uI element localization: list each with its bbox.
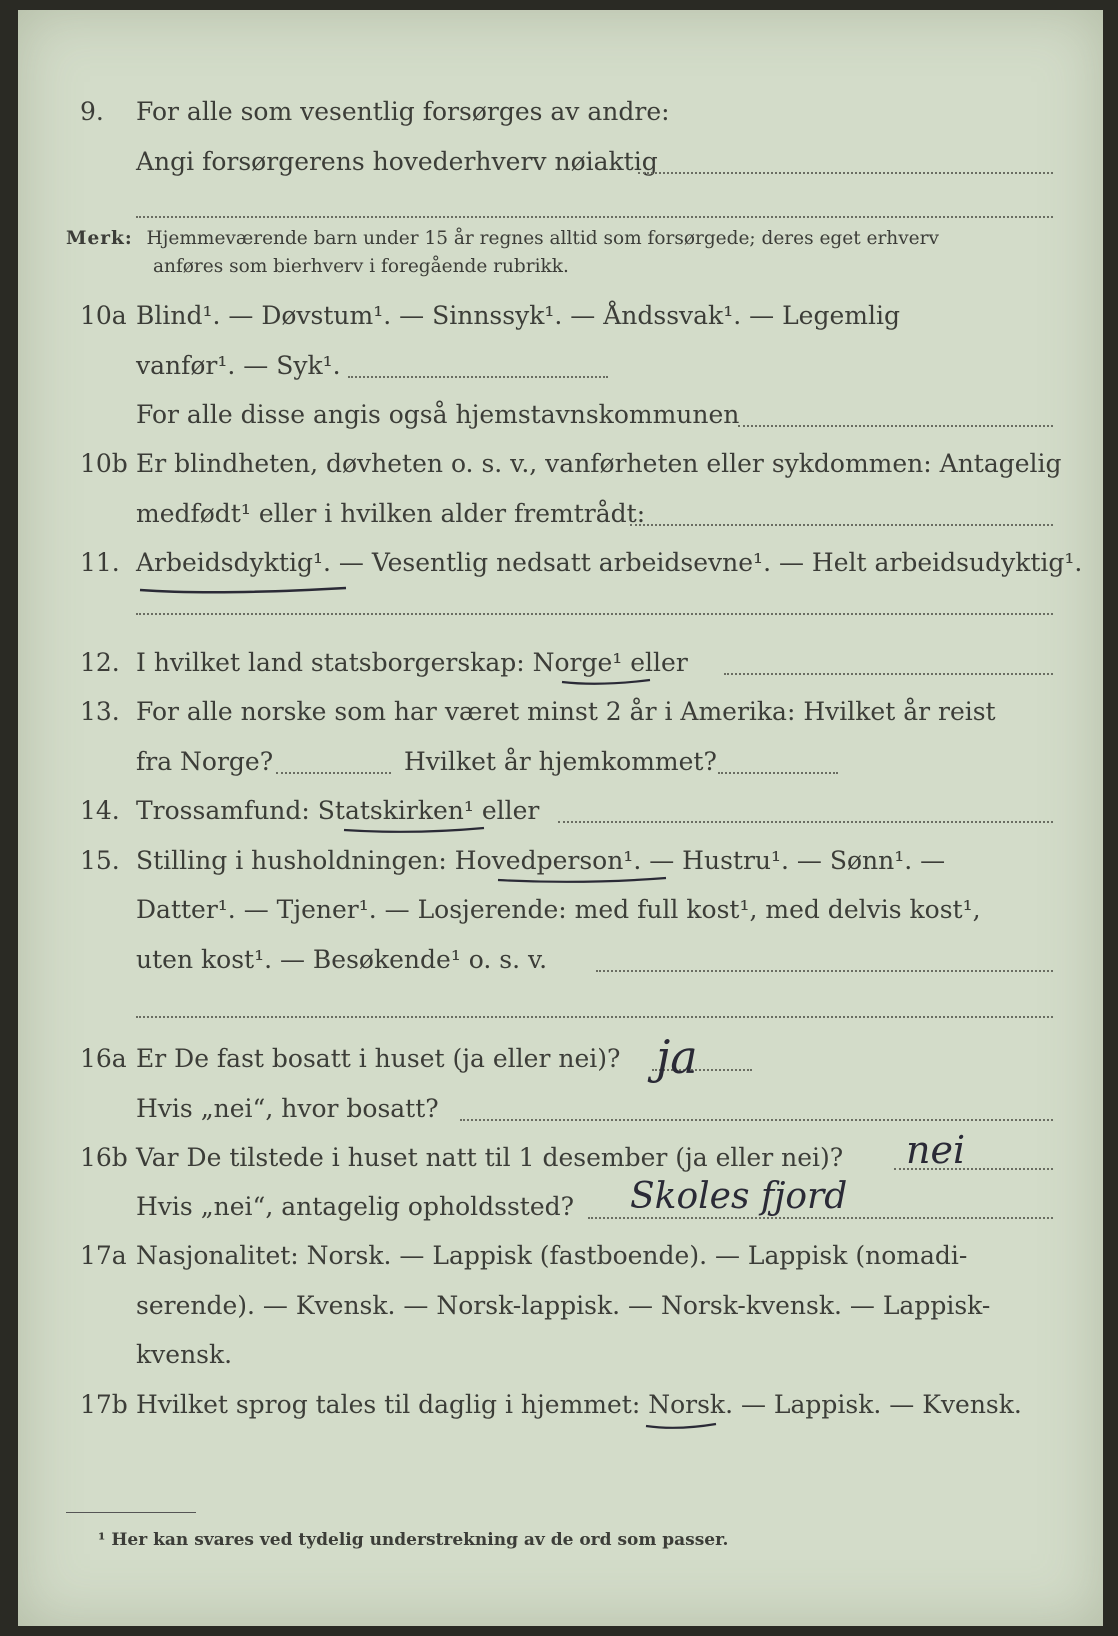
- q11-text: Arbeidsdyktig¹. — Vesentlig nedsatt arbeidsevne¹. — Helt arbeidsudyktig¹.: [136, 548, 1083, 577]
- q10b-number: 10b: [80, 449, 128, 478]
- q16a-number: 16a: [80, 1044, 127, 1073]
- merk-text-2: anføres som bierhverv i foregående rubrikk.: [153, 256, 569, 277]
- q16a-text-2: Hvis „nei“, hvor bosatt?: [136, 1094, 439, 1123]
- q12-text: I hvilket land statsborgerskap: Norge¹ eller: [136, 648, 688, 677]
- q13-number: 13.: [80, 697, 120, 726]
- q17b-number: 17b: [80, 1390, 128, 1419]
- q14-text: Trossamfund: Statskirken¹ eller: [136, 796, 540, 825]
- q14-ink-underline: [340, 822, 490, 838]
- q10a-line2: [18, 344, 1103, 388]
- q17a-text: Nasjonalitet: Norsk. — Lappisk (fastboende). — Lappisk (nomadi-: [136, 1241, 968, 1270]
- q17b-line1: [18, 1383, 1103, 1427]
- q10b-line2: [18, 492, 1103, 536]
- q13-year-left-line[interactable]: [276, 772, 391, 774]
- q16b-whereabouts-line[interactable]: [588, 1217, 1053, 1219]
- q16a-residence-line[interactable]: [460, 1119, 1053, 1121]
- q16a-text: Er De fast bosatt i huset (ja eller nei)?: [136, 1044, 621, 1073]
- q10b-text-2: medfødt¹ eller i hvilken alder fremtrådt:: [136, 499, 646, 528]
- q17a-line3: [18, 1333, 1103, 1377]
- q15-answer-line-2[interactable]: [136, 1016, 1053, 1018]
- q16b-handwritten-whereabouts: Skoles fjord: [630, 1176, 848, 1217]
- q14-answer-line[interactable]: [558, 821, 1053, 823]
- q10a-line3: [18, 393, 1103, 437]
- q16b-handwritten-answer: nei: [906, 1128, 966, 1172]
- q10a-text-2: vanfør¹. — Syk¹.: [136, 351, 341, 380]
- q10b-answer-line[interactable]: [630, 524, 1053, 526]
- q15-text-2: Datter¹. — Tjener¹. — Losjerende: med full kost¹, med delvis kost¹,: [136, 895, 981, 924]
- q16b-text-2: Hvis „nei“, antagelig opholdssted?: [136, 1192, 575, 1221]
- q12-ink-underline: [558, 674, 658, 690]
- q9-number: 9.: [80, 97, 104, 126]
- q16a-line2: [18, 1087, 1103, 1131]
- q15-line3: [18, 938, 1103, 982]
- q13-text-2a: fra Norge?: [136, 747, 274, 776]
- q15-text: Stilling i husholdningen: Hovedperson¹. — Hustru¹. — Sønn¹. —: [136, 846, 946, 875]
- merk-label: Merk:: [66, 228, 133, 249]
- q13-line1: [18, 690, 1103, 734]
- q13-text: For alle norske som har været minst 2 år i Amerika: Hvilket år reist: [136, 697, 996, 726]
- q16a-handwritten-answer: ja: [656, 1030, 698, 1084]
- q17b-ink-underline: [642, 1418, 722, 1434]
- q16b-text: Var De tilstede i huset natt til 1 desember (ja eller nei)?: [136, 1143, 844, 1172]
- q13-line2: [18, 740, 1103, 784]
- q11-answer-line[interactable]: [136, 613, 1053, 615]
- merk-note: [66, 225, 939, 253]
- q10b-text: Er blindheten, døvheten o. s. v., vanførheten eller sykdommen: Antagelig: [136, 449, 1062, 478]
- q13-text-2b: Hvilket år hjemkommet?: [404, 747, 717, 776]
- q12-answer-line[interactable]: [724, 673, 1053, 675]
- q16b-number: 16b: [80, 1143, 128, 1172]
- q14-number: 14.: [80, 796, 120, 825]
- q9-line2: [18, 140, 1103, 184]
- q14-line1: [18, 789, 1103, 833]
- q11-ink-underline: [136, 578, 356, 598]
- q9-text-2: Angi forsørgerens hovederhverv nøiaktig: [136, 147, 658, 176]
- q16b-line2: [18, 1185, 1103, 1229]
- merk-text: Hjemmeværende barn under 15 år regnes alltid som forsørgede; deres eget erhverv: [146, 228, 939, 249]
- q9-text: For alle som vesentlig forsørges av andre:: [136, 97, 670, 126]
- q15-ink-underline: [494, 872, 674, 888]
- q12-number: 12.: [80, 648, 120, 677]
- q10a-text-3: For alle disse angis også hjemstavnskommunen: [136, 400, 740, 429]
- q17a-line1: [18, 1234, 1103, 1278]
- q15-number: 15.: [80, 846, 120, 875]
- q17a-text-2: serende). — Kvensk. — Norsk-lappisk. — Norsk-kvensk. — Lappisk-: [136, 1291, 991, 1320]
- q10a-answer-line[interactable]: [348, 376, 608, 378]
- q9-answer-line-2[interactable]: [136, 216, 1053, 218]
- census-form-page: [18, 10, 1103, 1626]
- q16a-line1: [18, 1037, 1103, 1081]
- q17a-line2: [18, 1284, 1103, 1328]
- q10a-text: Blind¹. — Døvstum¹. — Sinnssyk¹. — Åndssvak¹. — Legemlig: [136, 301, 900, 330]
- q13-year-returned-line[interactable]: [718, 772, 838, 774]
- merk-note-2: [153, 253, 569, 281]
- q9-line1: [18, 90, 1103, 134]
- q17a-number: 17a: [80, 1241, 127, 1270]
- q17a-text-3: kvensk.: [136, 1340, 233, 1369]
- q9-answer-line[interactable]: [638, 172, 1053, 174]
- footnote-rule: [66, 1512, 196, 1513]
- q10b-line1: [18, 442, 1103, 486]
- q11-number: 11.: [80, 548, 120, 577]
- q10a-line1: [18, 294, 1103, 338]
- q10a-number: 10a: [80, 301, 127, 330]
- q17b-text: Hvilket sprog tales til daglig i hjemmet: Norsk. — Lappisk. — Kvensk.: [136, 1390, 1022, 1419]
- q15-text-3: uten kost¹. — Besøkende¹ o. s. v.: [136, 945, 548, 974]
- q15-line2: [18, 888, 1103, 932]
- q10a-home-municipality-line[interactable]: [738, 425, 1053, 427]
- footnote: ¹ Her kan svares ved tydelig understrekning av de ord som passer.: [98, 1530, 729, 1550]
- q15-answer-line[interactable]: [596, 970, 1053, 972]
